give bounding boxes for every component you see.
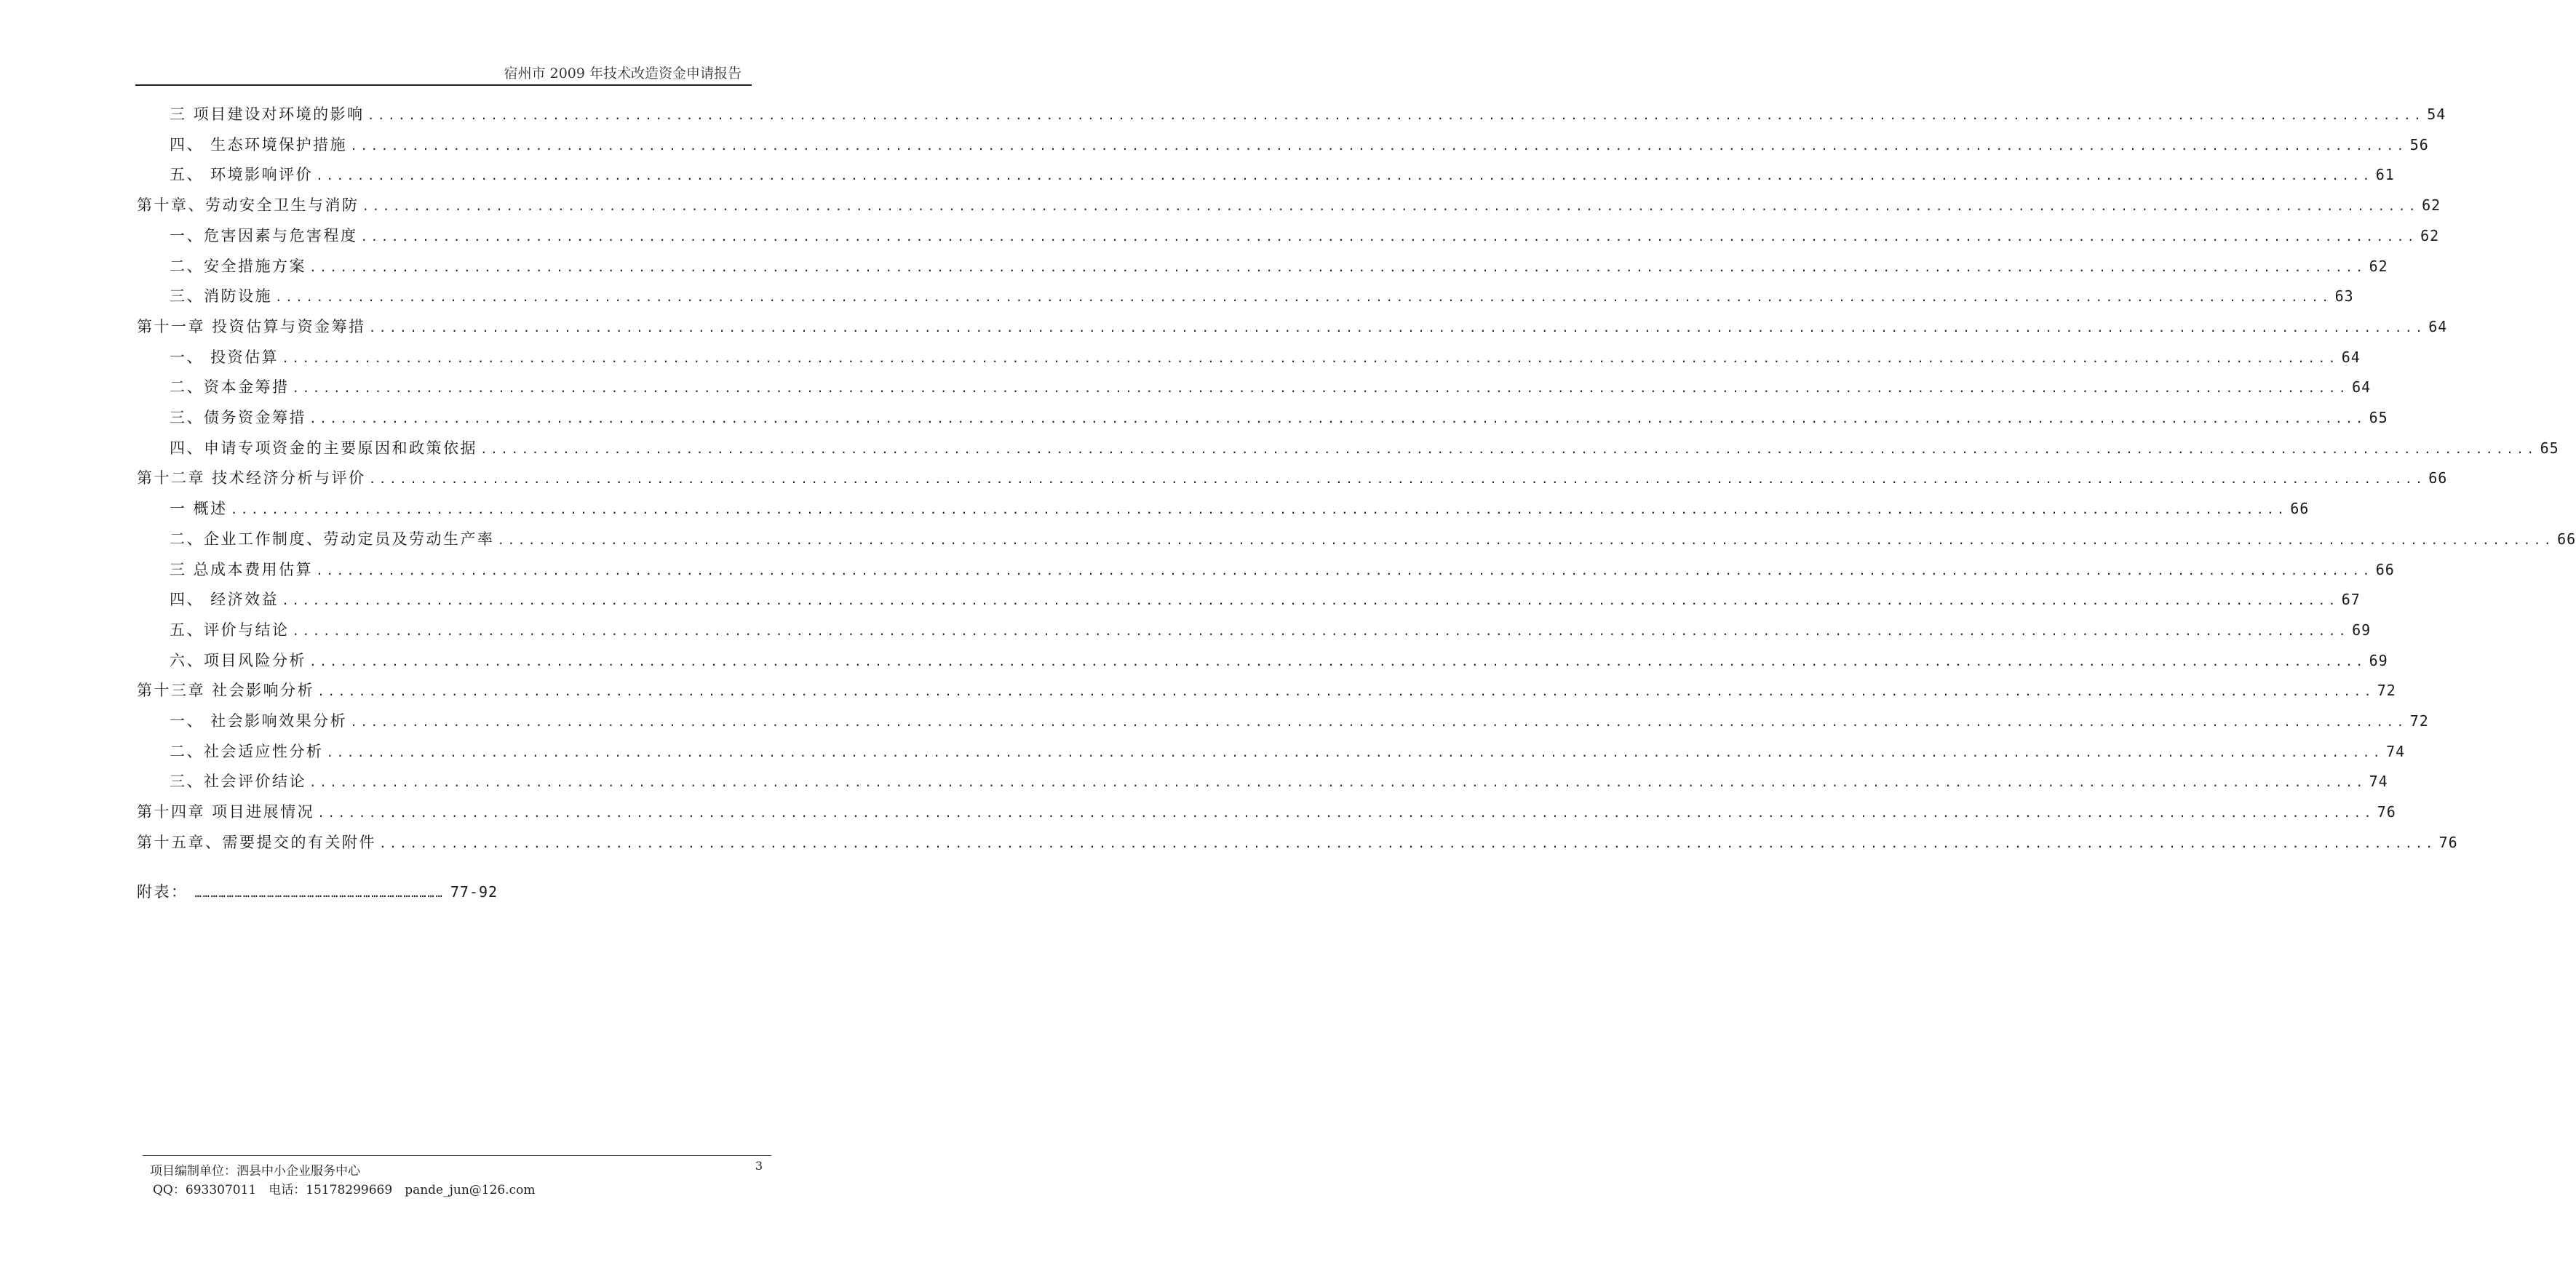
toc-entry-page: 54 (2427, 105, 2446, 123)
toc-entry-label: 二、企业工作制度、劳动定员及劳动生产率 (170, 530, 495, 548)
toc-entry[interactable] (170, 254, 2388, 279)
toc-leader-dots: ........................................................................................................................................................................................................ (282, 351, 2339, 365)
toc-entry-label: 二、安全措施方案 (170, 257, 306, 275)
toc-entry-label: 三、消防设施 (170, 287, 272, 306)
toc-entry-page: 67 (2341, 591, 2361, 609)
toc-entry-label: 一、危害因素与危害程度 (170, 226, 358, 244)
toc-leader-dots: ........................................................................................................................................................................................................ (292, 623, 2350, 638)
toc-leader-dots: ........................................................................................................................................................................................................ (368, 320, 2426, 335)
toc-leader-dots: ........................................................................................................................................................................................................ (350, 715, 2407, 729)
toc-leader-dots: ........................................................................................................................................................................................................ (316, 563, 2373, 578)
toc-leader-dots: ........................................................................................................................................................................................................ (497, 533, 2555, 547)
toc-entry-label: 二、资本金筹措 (170, 378, 290, 396)
toc-entry-page: 64 (2428, 317, 2448, 335)
toc-entry-page: 62 (2420, 226, 2440, 244)
toc-leader-dots: ........................................................................................................................................................................................................ (368, 472, 2426, 487)
toc-leader-dots: ........................................................................................................................................................................................................ (275, 290, 2332, 305)
toc-leader-dots: ........................................................................................................................................................................................................ (292, 381, 2350, 396)
toc-entry-label: 三 项目建设对环境的影响 (170, 105, 365, 123)
toc-entry[interactable] (137, 466, 2448, 490)
toc-leader-dots: ........................................................................................................................................................................................................ (350, 138, 2407, 153)
toc-entry[interactable] (170, 527, 2576, 551)
appendix-entry[interactable] (137, 880, 498, 906)
toc-entry[interactable] (170, 345, 2361, 370)
toc-entry-page: 64 (2341, 348, 2361, 366)
toc-entry-page: 62 (2369, 257, 2388, 275)
toc-entry-page: 62 (2422, 196, 2441, 215)
toc-entry-page: 66 (2375, 560, 2395, 578)
toc-entry-label: 三、债务资金筹措 (170, 409, 306, 426)
toc-entry[interactable] (170, 587, 2361, 612)
page-number: 3 (755, 1159, 763, 1173)
toc-entry[interactable] (170, 709, 2429, 733)
toc-entry-label: 一、 投资估算 (170, 348, 279, 366)
toc-entry-page: 61 (2375, 166, 2395, 184)
toc-leader-dots: ........................................................................................................................................................................................................ (309, 775, 2366, 790)
toc-leader-dots: ........................................................................................................................................................................................................ (309, 260, 2366, 274)
toc-leader-dots: ........................................................................................................................................................................................................ (480, 442, 2537, 456)
toc-leader-dots: ........................................................................................................................................................................................................ (309, 654, 2366, 669)
toc-entry-page: 65 (2369, 409, 2388, 426)
toc-entry-page: 72 (2409, 712, 2429, 730)
page-footer (143, 1155, 771, 1197)
toc-entry-label: 四、 经济效益 (170, 591, 279, 609)
toc-entry[interactable] (137, 830, 2458, 855)
toc-leader-dots: ........................................................................................................................................................................................................ (360, 229, 2418, 244)
toc-leader-dots: ........................................................................................................................................................................................................ (379, 836, 2436, 850)
toc-entry-label: 第十三章 社会影响分析 (137, 682, 315, 700)
toc-entry-page: 74 (2386, 742, 2406, 760)
toc-leader-dots: ........................................................................................................................................................................................................ (317, 806, 2374, 821)
appendix-label: 附表： (137, 883, 188, 901)
toc-entry-label: 三、社会评价结论 (170, 773, 306, 791)
toc-entry[interactable] (170, 132, 2429, 157)
toc-entry-page: 69 (2352, 621, 2372, 639)
toc-entry[interactable] (137, 314, 2448, 339)
toc-entry[interactable] (170, 223, 2440, 248)
toc-entry-label: 五、评价与结论 (170, 621, 290, 639)
toc-leader-dots: ........................................................................................................................................................................................................ (282, 594, 2339, 608)
toc-entry-label: 三 总成本费用估算 (170, 560, 314, 578)
toc-entry[interactable] (137, 800, 2396, 824)
toc-entry-label: 六、项目风险分析 (170, 651, 306, 669)
toc-entry-page: 74 (2369, 773, 2388, 791)
toc-entry-label: 第十五章、需要提交的有关附件 (137, 833, 376, 851)
toc-entry[interactable] (170, 436, 2559, 460)
header-title: 宿州市 2009 年技术改造资金申请报告 (504, 65, 742, 81)
toc-entry-label: 一 概述 (170, 500, 228, 518)
toc-entry-page: 65 (2540, 439, 2559, 457)
toc-leader-dots: ........................................................................................................................................................................................................ (326, 745, 2384, 759)
toc-entry-label: 第十章、劳动安全卫生与消防 (137, 196, 359, 215)
toc-entry[interactable] (170, 405, 2388, 430)
toc-entry-page: 63 (2334, 287, 2354, 306)
toc-entry[interactable] (170, 162, 2395, 187)
toc-entry-label: 四、申请专项资金的主要原因和政策依据 (170, 439, 477, 457)
toc-entry[interactable] (137, 193, 2441, 218)
footer-contact: QQ：693307011 电话：15178299669 pande_jun@126.com (153, 1183, 536, 1197)
toc-entry[interactable] (170, 284, 2354, 308)
toc-entry[interactable] (170, 375, 2372, 399)
toc-entry-page: 72 (2377, 682, 2396, 700)
toc-leader-dots: ........................................................................................................................................................................................................ (317, 685, 2374, 699)
toc-entry-label: 第十一章 投资估算与资金筹措 (137, 317, 366, 335)
toc-entry[interactable] (170, 648, 2388, 673)
toc-entry-label: 第十二章 技术经济分析与评价 (137, 469, 366, 487)
toc-entry[interactable] (170, 496, 2310, 521)
toc-entry-page: 56 (2409, 135, 2429, 153)
toc-entry[interactable] (137, 678, 2396, 703)
toc-entry-page: 66 (2557, 530, 2576, 548)
toc-leader-dots: ........................................................................................................................................................................................................ (367, 108, 2425, 122)
appendix-leader-dots: ………………………………………………………………………………… (194, 887, 444, 900)
toc-leader-dots: ........................................................................................................................................................................................................ (316, 169, 2373, 183)
toc-entry-label: 四、 生态环境保护措施 (170, 135, 348, 153)
toc-entry-page: 69 (2369, 651, 2388, 669)
toc-entry-label: 五、 环境影响评价 (170, 166, 314, 184)
toc-entry-page: 76 (2438, 833, 2458, 851)
toc-entry[interactable] (170, 769, 2388, 794)
toc-entry-page: 66 (2290, 500, 2310, 518)
toc-entry-page: 76 (2377, 803, 2396, 821)
toc-entry-page: 66 (2428, 469, 2448, 487)
toc-entry[interactable] (170, 102, 2446, 127)
toc-leader-dots: ........................................................................................................................................................................................................ (309, 412, 2366, 426)
toc-leader-dots: ........................................................................................................................................................................................................ (362, 199, 2420, 214)
footer-unit: 项目编制单位：泗县中小企业服务中心 (150, 1164, 360, 1179)
toc-entry-label: 二、社会适应性分析 (170, 742, 324, 760)
toc-entry[interactable] (170, 618, 2372, 642)
page-header (135, 63, 752, 86)
toc-entry-label: 一、 社会影响效果分析 (170, 712, 348, 730)
toc-entry[interactable] (170, 739, 2406, 764)
toc-entry-page: 64 (2352, 378, 2372, 396)
toc-entry[interactable] (170, 557, 2395, 582)
toc-entry-label: 第十四章 项目进展情况 (137, 803, 315, 821)
appendix-page-range: 77-92 (450, 883, 498, 901)
toc-leader-dots: ........................................................................................................................................................................................................ (230, 503, 2288, 517)
